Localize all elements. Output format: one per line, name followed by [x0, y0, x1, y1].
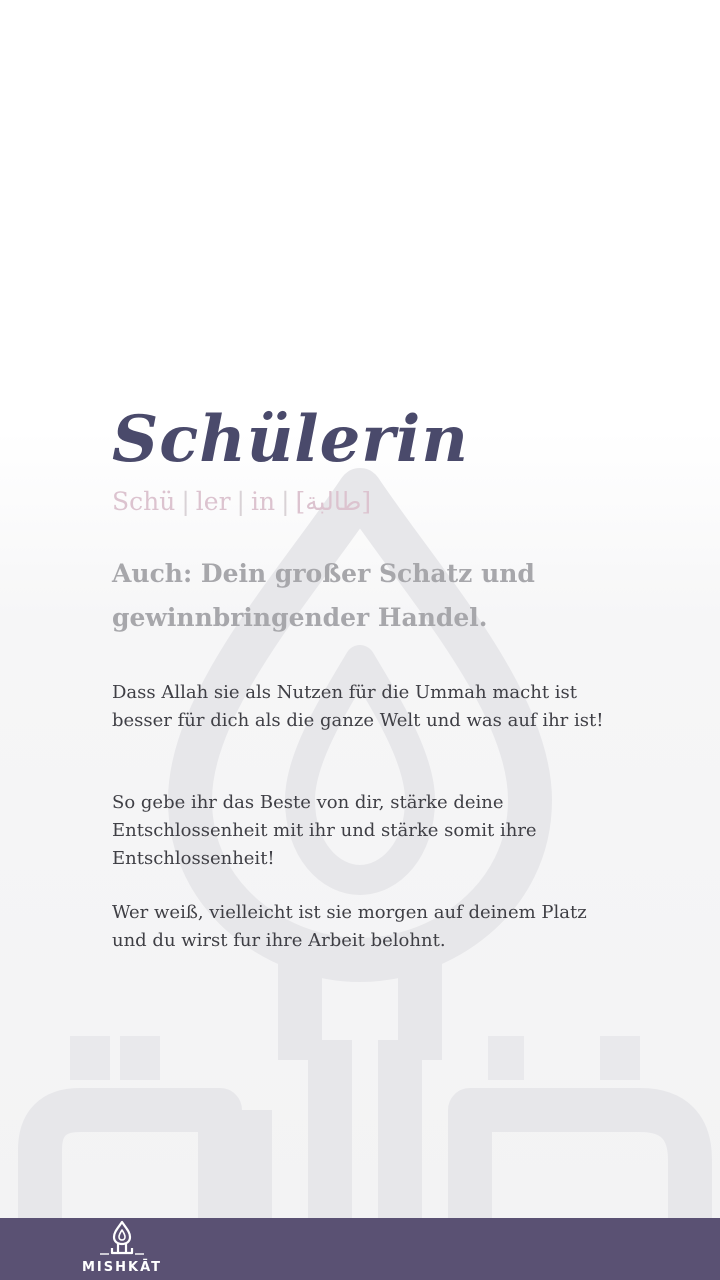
syllable-1: Schü	[112, 487, 176, 516]
footer-logo	[70, 1220, 174, 1278]
paragraph-3: Wer weiß, vielleicht ist sie morgen auf deinem Platz und du wirst fur ihre Arbeit belohnt.	[112, 902, 587, 951]
paragraph-1: Dass Allah sie als Nutzen für die Ummah macht ist besser für dich als die ganze Welt und was auf ihr ist!	[112, 682, 604, 731]
brand-name: MISHKĀT	[81, 1260, 162, 1275]
syllable-2: ler	[195, 487, 231, 516]
syllable-3: in	[250, 487, 276, 516]
syllable-separator: |	[236, 487, 245, 516]
syllable-separator: |	[181, 487, 190, 516]
syllable-separator: |	[281, 487, 290, 516]
footer-bar	[0, 1218, 720, 1280]
headword: Schülerin	[112, 402, 469, 477]
syllable-breakdown	[112, 484, 371, 520]
lamp-icon	[100, 1220, 144, 1258]
paragraph-2: So gebe ihr das Beste von dir, stärke deine Entschlossenheit mit ihr und stärke somit ihre Entschlossenheit!	[112, 792, 537, 869]
arabic-translation: [طالبة]	[295, 487, 372, 516]
entry-subtitle: Auch: Dein großer Schatz und gewinnbringender Handel.	[112, 559, 535, 632]
